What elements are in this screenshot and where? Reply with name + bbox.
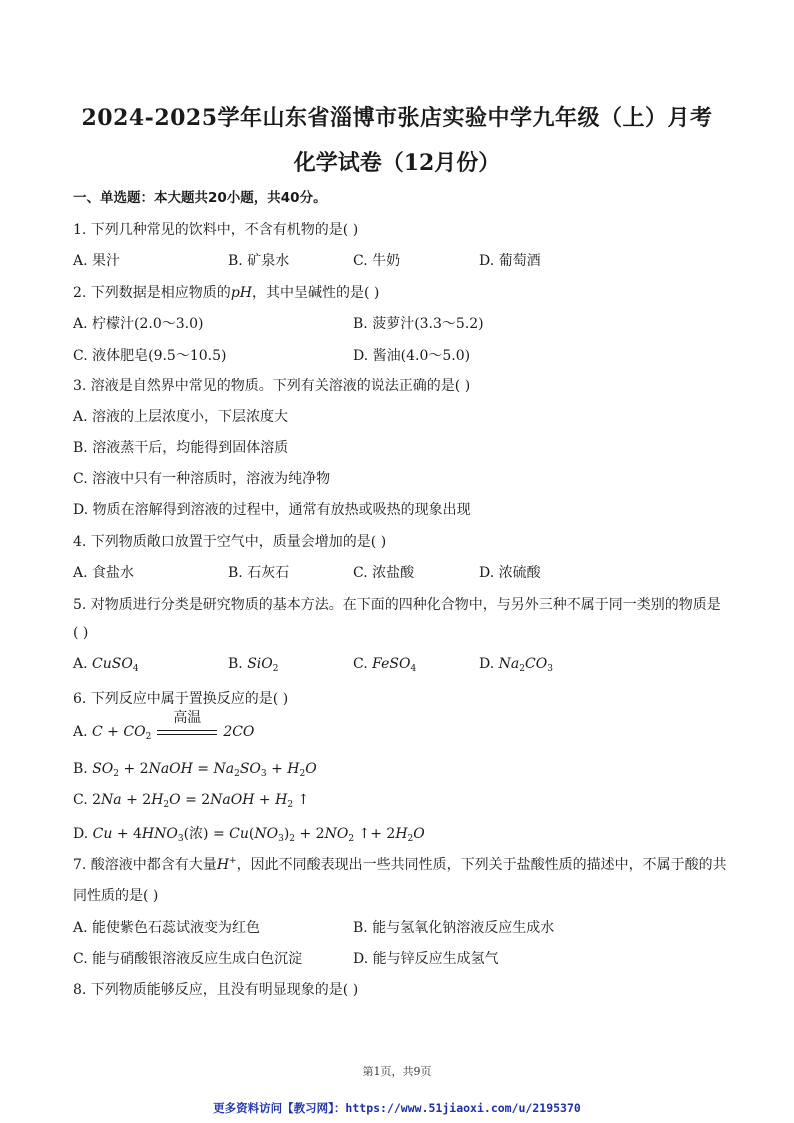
q1-option-c: C. 牛奶 <box>353 253 401 269</box>
q4-option-b: B. 石灰石 <box>228 565 290 581</box>
q7-option-a: A. 能使紫色石蕊试液变为红色 <box>73 920 261 936</box>
q1-option-a: A. 果汁 <box>73 253 121 269</box>
q5-option-b: B. SiO$_2$ <box>228 656 279 674</box>
q2-option-b: B. 菠萝汁(3.3～5.2) <box>353 316 484 332</box>
question-8-stem: 8. 下列物质能够反应，且没有明显现象的是( ) <box>73 982 359 998</box>
section-heading: 一、单选题：本大题共20小题，共40分。 <box>73 190 327 206</box>
q2-option-d: D. 酱油(4.0～5.0) <box>353 348 471 364</box>
q6-option-d: D. $Cu + 4HNO_3$(浓) = $Cu(NO_3)_2 + 2NO_2$ ↑+ $2H_2O$ <box>73 826 425 844</box>
q7-option-d: D. 能与锌反应生成氢气 <box>353 951 499 967</box>
page-number: 第1页，共9页 <box>362 1065 432 1078</box>
question-5-stem: 5. 对物质进行分类是研究物质的基本方法。在下面的四种化合物中，与另外三种不属于同一类别的物质是 <box>73 597 721 613</box>
q5-option-c: C. FeSO$_4$ <box>353 656 417 674</box>
q3-option-c: C. 溶液中只有一种溶质时，溶液为纯净物 <box>73 471 331 487</box>
q3-option-d: D. 物质在溶解得到溶液的过程中，通常有放热或吸热的现象出现 <box>73 502 471 518</box>
q4-option-c: C. 浓盐酸 <box>353 565 415 581</box>
q6-option-b: B. $SO_2$ + 2NaOH = $Na_2SO_3 + H_2O$ <box>73 761 317 779</box>
q4-option-d: D. 浓硫酸 <box>479 565 541 581</box>
reaction-condition <box>157 710 217 739</box>
question-7-stem-cont: 同性质的是( ) <box>73 888 159 904</box>
footer-link[interactable]: 更多资料访问【教习网】：https://www.51jiaoxi.com/u/2195370 <box>213 1101 581 1115</box>
q3-option-b: B. 溶液蒸干后，均能得到固体溶质 <box>73 440 289 456</box>
page-title: 2024-2025学年山东省淄博市张店实验中学九年级（上）月考 <box>81 105 713 131</box>
q1-option-d: D. 葡萄酒 <box>479 253 541 269</box>
q5-option-d: D. $Na_2CO_3$ <box>479 656 553 674</box>
q1-option-b: B. 矿泉水 <box>228 253 290 269</box>
q7-option-b: B. 能与氢氧化钠溶液反应生成水 <box>353 920 555 936</box>
q2-option-a: A. 柠檬汁(2.0～3.0) <box>73 316 204 332</box>
q7-option-c: C. 能与硝酸银溶液反应生成白色沉淀 <box>73 951 303 967</box>
question-4-stem: 4. 下列物质敞口放置于空气中，质量会增加的是( ) <box>73 534 387 550</box>
reaction-condition-label: 高温 <box>173 710 202 726</box>
q2-option-c: C. 液体肥皂(9.5～10.5) <box>73 348 227 364</box>
question-3-stem: 3. 溶液是自然界中常见的物质。下列有关溶液的说法正确的是( ) <box>73 378 471 394</box>
question-5-stem-cont: ( ) <box>73 625 89 641</box>
q6-option-a: A. $C + CO_2$ 高温 2CO <box>73 724 254 742</box>
page-subtitle: 化学试卷（12月份） <box>293 150 501 176</box>
question-7-stem: 7. 酸溶液中都含有大量H+，因此不同酸表现出一些共同性质，下列关于盐酸性质的描述中，不属于酸的共 <box>73 856 727 873</box>
q3-option-a: A. 溶液的上层浓度小，下层浓度大 <box>73 409 289 425</box>
question-6-stem: 6. 下列反应中属于置换反应的是( ) <box>73 691 289 707</box>
question-1-stem: 1. 下列几种常见的饮料中，不含有机物的是( ) <box>73 222 359 238</box>
q6-option-c: C. $2Na + 2H_2O$ = 2NaOH + $H_2$ ↑ <box>73 792 310 810</box>
q4-option-a: A. 食盐水 <box>73 565 135 581</box>
question-2-stem: 2. 下列数据是相应物质的pH，其中呈碱性的是( ) <box>73 285 380 301</box>
q5-option-a: A. CuSO$_4$ <box>73 656 139 674</box>
